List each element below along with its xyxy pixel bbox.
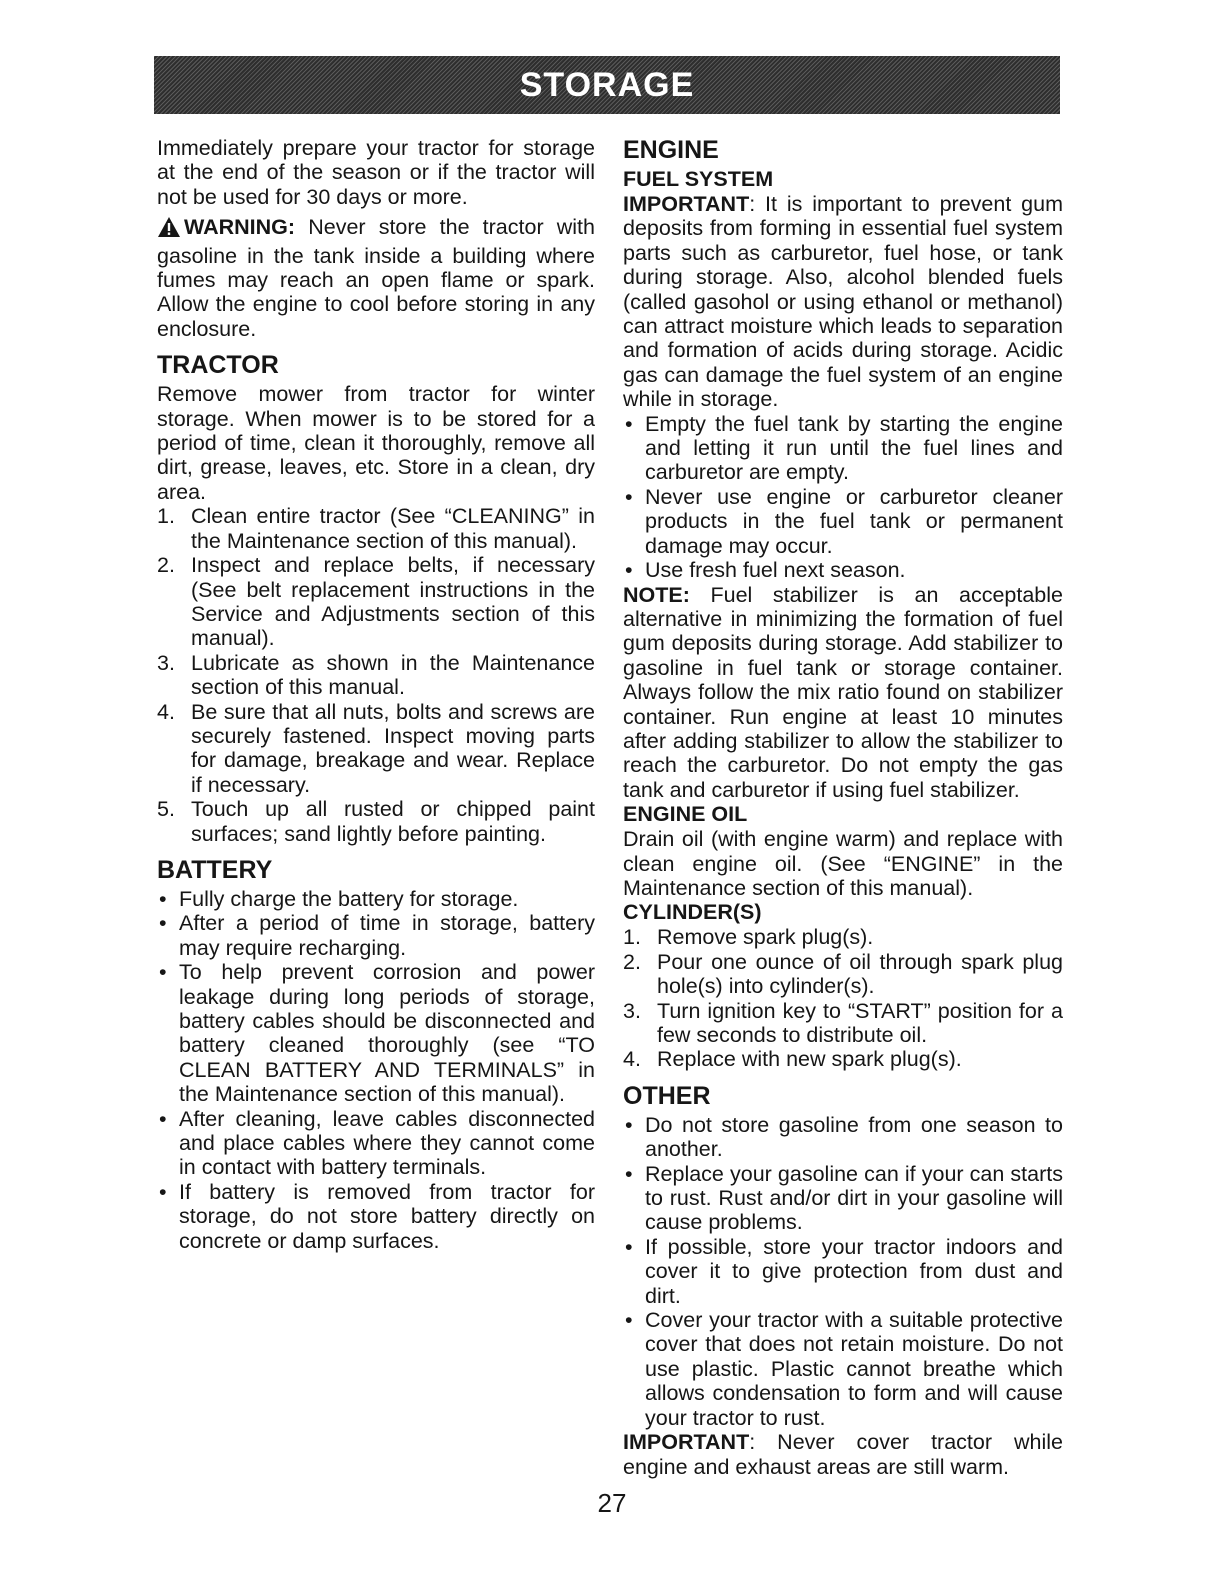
- step-text: Be sure that all nuts, bolts and screws are securely fastened. Inspect moving parts for damage, breakage and wear. Replace if necessary.: [191, 699, 595, 797]
- step-text: Turn ignition key to “START” position for a few seconds to distribute oil.: [657, 998, 1063, 1047]
- step-number: 5.: [157, 797, 175, 822]
- step-text: Replace with new spark plug(s).: [657, 1047, 962, 1072]
- bullet-icon: •: [625, 1308, 633, 1333]
- step-text: Touch up all rusted or chipped paint surfaces; sand lightly before painting.: [191, 797, 595, 846]
- warning-triangle-icon: [157, 216, 181, 243]
- list-item: [157, 797, 595, 846]
- bullet-text: After a period of time in storage, battery may require recharging.: [179, 911, 595, 960]
- section-banner: [154, 56, 1060, 114]
- engine-oil-heading: ENGINE OIL: [623, 802, 748, 827]
- step-number: 1.: [157, 504, 175, 529]
- list-item: [157, 504, 595, 553]
- note-paragraph: [623, 583, 1063, 803]
- bullet-icon: •: [159, 1106, 167, 1131]
- step-number: 4.: [623, 1047, 641, 1072]
- important-text: : It is important to prevent gum deposits from forming in essential fuel system parts such as carburetor, fuel hose, or tank during storage. Also, alcohol blended fuels (called gasohol or using ethanol or methanol) can attract moisture which leads to separation and formation of acids during storage. Acidic gas can damage the fuel system of an engine while in storage.: [623, 192, 1063, 412]
- list-item: [623, 1235, 1063, 1308]
- cylinders-heading: CYLINDER(S): [623, 900, 762, 925]
- step-number: 3.: [157, 650, 175, 675]
- fuel-system-heading: FUEL SYSTEM: [623, 167, 774, 191]
- list-item: [623, 950, 1063, 999]
- battery-list: [157, 887, 595, 1253]
- bullet-text: Use fresh fuel next season.: [645, 558, 906, 583]
- intro-paragraph: Immediately prepare your tractor for storage at the end of the season or if the tractor will not be used for 30 days or more.: [157, 136, 595, 209]
- warning-paragraph: [157, 215, 595, 341]
- list-item: [623, 925, 1063, 949]
- warning-label: WARNING:: [184, 215, 296, 240]
- bullet-text: Do not store gasoline from one season to another.: [645, 1112, 1063, 1162]
- bullet-text: If battery is removed from tractor for storage, do not store battery directly on concrete or damp surfaces.: [179, 1179, 595, 1253]
- engine-heading: ENGINE: [623, 136, 719, 164]
- tractor-heading: TRACTOR: [157, 351, 279, 380]
- bullet-text: Empty the fuel tank by starting the engine and letting it run until the fuel lines and carburetor are empty.: [645, 411, 1063, 485]
- bullet-icon: •: [159, 886, 167, 911]
- bullet-text: To help prevent corrosion and power leakage during long periods of storage, battery cables should be disconnected and battery cleaned thoroughly (see “TO CLEAN BATTERY AND TERMINALS” in the Maintenance section of this manual).: [179, 960, 595, 1107]
- list-item: [623, 485, 1063, 558]
- note-text: Fuel stabilizer is an acceptable alternative in minimizing the formation of fuel gum deposits during storage. Add stabilizer to gasoline in fuel tank or storage container. Always follow the mix ratio found on stabilizer container. Run engine at least 10 minutes after adding stabilizer to allow the stabilizer to reach the carburetor. Do not empty the gas tank and carburetor if using fuel stabilizer.: [623, 582, 1063, 802]
- step-number: 4.: [157, 699, 175, 724]
- bullet-icon: •: [625, 484, 633, 509]
- step-number: 3.: [623, 998, 641, 1023]
- bullet-icon: •: [159, 911, 167, 936]
- other-heading: OTHER: [623, 1081, 711, 1110]
- engine-oil-text: Drain oil (with engine warm) and replace with clean engine oil. (See “ENGINE” in the Maintenance section of this manual).: [623, 827, 1063, 900]
- step-text: Clean entire tractor (See “CLEANING” in the Maintenance section of this manual).: [191, 504, 595, 553]
- list-item: [157, 700, 595, 798]
- bullet-text: Replace your gasoline can if your can starts to rust. Rust and/or dirt in your gasoline will cause problems.: [645, 1161, 1063, 1235]
- bullet-icon: •: [625, 1112, 633, 1137]
- step-number: 2.: [157, 553, 175, 578]
- bullet-icon: •: [625, 411, 633, 436]
- bullet-text: Cover your tractor with a suitable protective cover that does not retain moisture. Do not use plastic. Plastic cannot breathe which allows condensation to form and will cause your tractor to rust.: [645, 1308, 1063, 1430]
- cylinder-steps: [623, 925, 1063, 1071]
- list-item: [623, 1308, 1063, 1430]
- fuel-list: [623, 412, 1063, 583]
- bullet-icon: •: [159, 1179, 167, 1204]
- list-item: [157, 887, 595, 911]
- list-item: [623, 412, 1063, 485]
- other-list: [623, 1113, 1063, 1430]
- list-item: [157, 1180, 595, 1253]
- step-text: Inspect and replace belts, if necessary (See belt replacement instructions in the Service and Adjustments section of this manual).: [191, 553, 595, 651]
- bullet-text: Fully charge the battery for storage.: [179, 886, 519, 911]
- bullet-icon: •: [159, 960, 167, 985]
- list-item: [157, 1107, 595, 1180]
- list-item: [623, 1162, 1063, 1235]
- list-item: [157, 651, 595, 700]
- tractor-intro: Remove mower from tractor for winter storage. When mower is to be stored for a period of time, clean it thoroughly, remove all dirt, grease, leaves, etc. Store in a clean, dry area.: [157, 382, 595, 504]
- bullet-text: If possible, store your tractor indoors and cover it to give protection from dust and dirt.: [645, 1234, 1063, 1308]
- list-item: [623, 1047, 1063, 1071]
- list-item: [157, 911, 595, 960]
- step-text: Lubricate as shown in the Maintenance section of this manual.: [191, 650, 595, 700]
- bullet-icon: •: [625, 558, 633, 583]
- important-label: IMPORTANT: [623, 192, 750, 216]
- bullet-icon: •: [625, 1161, 633, 1186]
- step-number: 2.: [623, 949, 641, 974]
- important-label: IMPORTANT: [623, 1430, 750, 1455]
- bullet-text: After cleaning, leave cables disconnected and place cables where they cannot come in contact with battery terminals.: [179, 1106, 595, 1180]
- right-column: [623, 136, 1063, 1479]
- list-item: [157, 960, 595, 1106]
- list-item: [623, 558, 1063, 582]
- battery-heading: BATTERY: [157, 855, 273, 884]
- section-title: STORAGE: [519, 65, 695, 104]
- important-text: : Never cover tractor while engine and exhaust areas are still warm.: [623, 1430, 1063, 1479]
- other-important-paragraph: [623, 1430, 1063, 1479]
- step-text: Pour one ounce of oil through spark plug hole(s) into cylinder(s).: [657, 949, 1063, 999]
- list-item: [157, 553, 595, 651]
- step-number: 1.: [623, 925, 641, 950]
- page-number: 27: [597, 1488, 627, 1518]
- list-item: [623, 1113, 1063, 1162]
- tractor-steps: [157, 504, 595, 846]
- fuel-important-paragraph: [623, 192, 1063, 412]
- bullet-icon: •: [625, 1234, 633, 1259]
- warning-text: Never store the tractor with gasoline in the tank inside a building where fumes may reach an open flame or spark. Allow the engine to cool before storing in any enclosure.: [157, 215, 595, 341]
- left-column: [157, 136, 595, 1253]
- step-text: Remove spark plug(s).: [657, 925, 874, 950]
- bullet-text: Never use engine or carburetor cleaner products in the fuel tank or permanent damage may occur.: [645, 484, 1063, 558]
- note-label: NOTE:: [623, 582, 690, 607]
- list-item: [623, 999, 1063, 1048]
